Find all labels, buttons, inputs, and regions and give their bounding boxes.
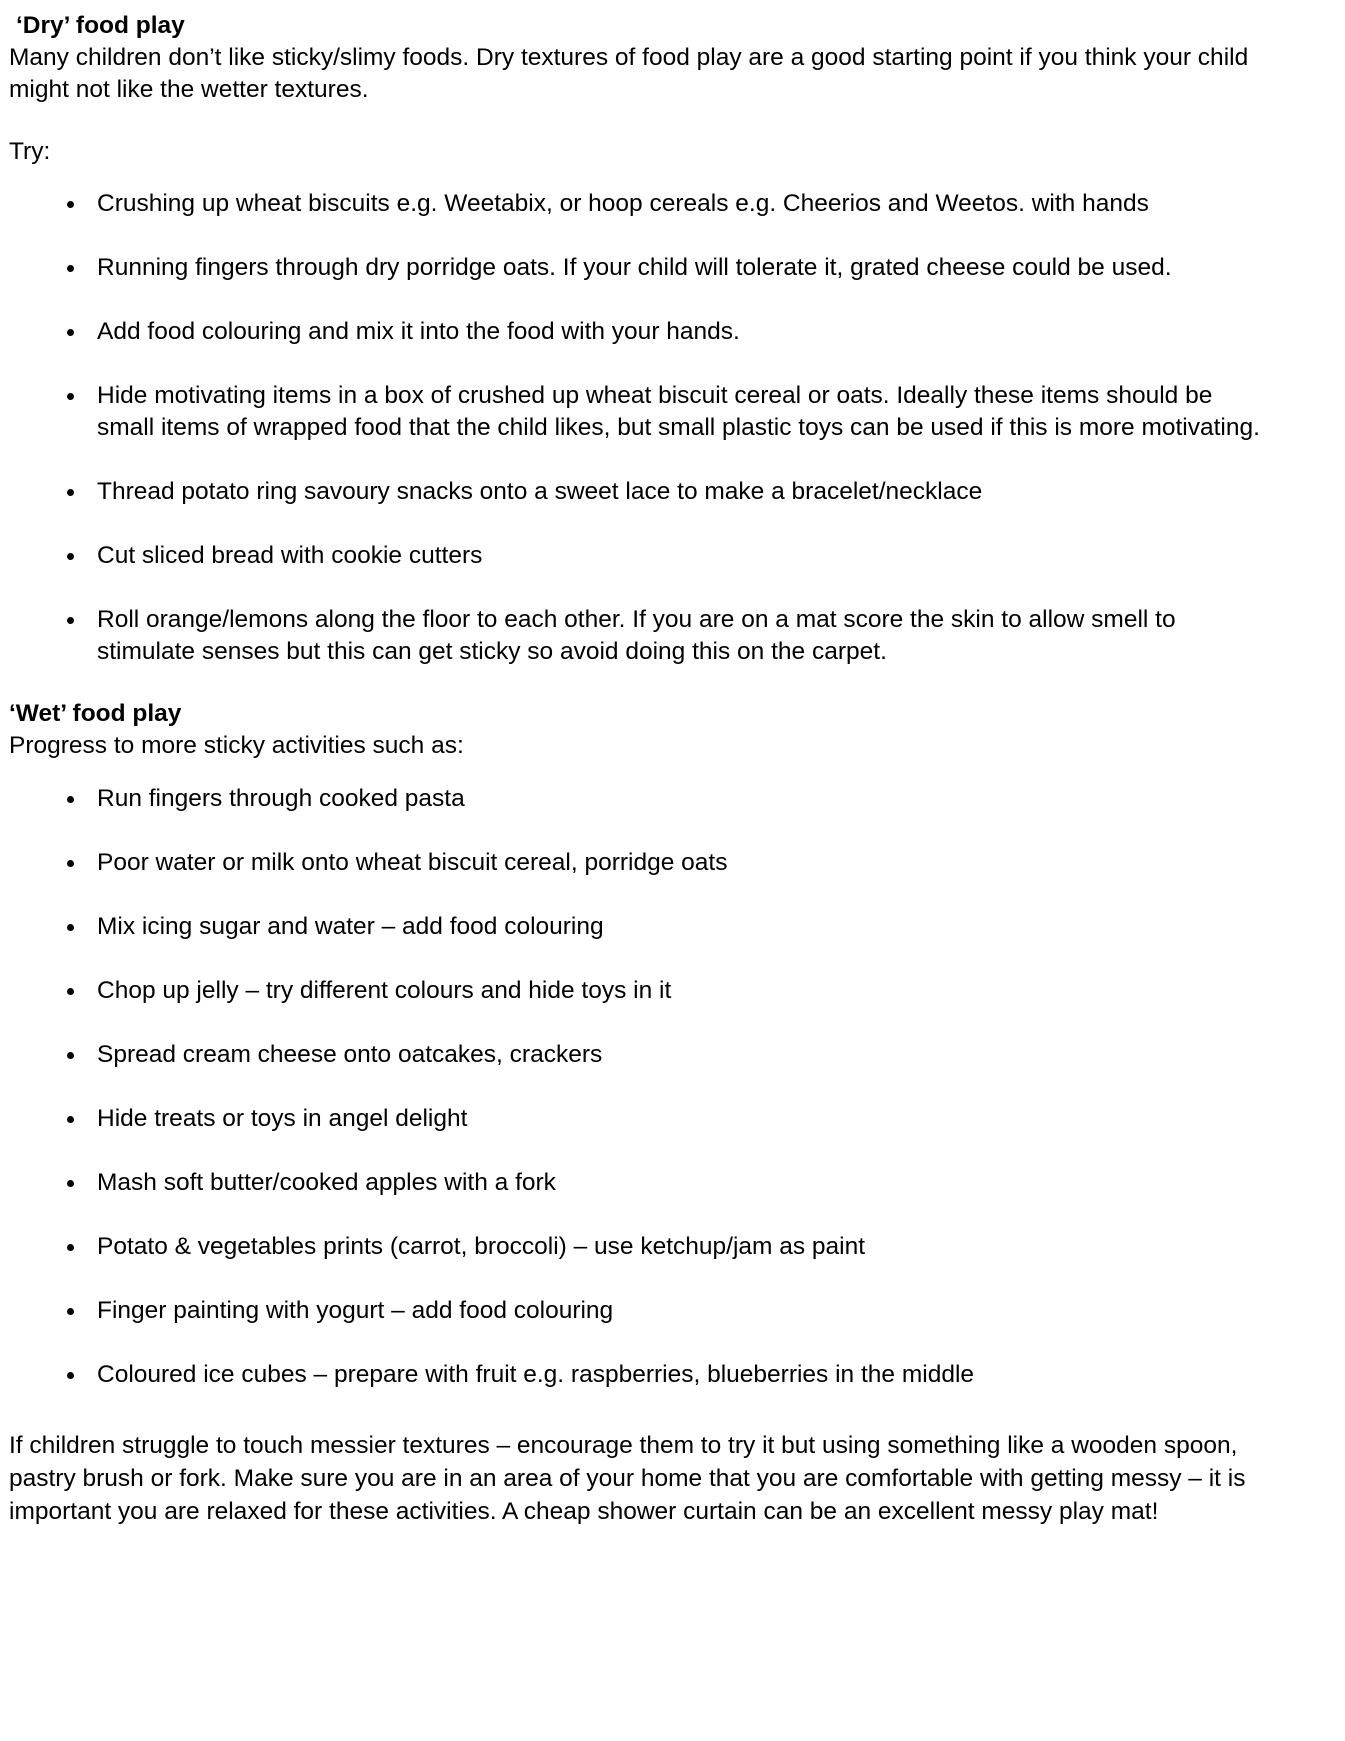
list-item-line: Finger painting with yogurt – add food colouring bbox=[97, 1297, 614, 1324]
list-item-line: Running fingers through dry porridge oats. If your child will tolerate it, grated cheese could be used. bbox=[97, 254, 1172, 281]
list-item bbox=[9, 911, 1339, 943]
list-item-line: Run fingers through cooked pasta bbox=[97, 785, 465, 812]
dry-intro-paragraph bbox=[9, 42, 1339, 106]
bullet-icon bbox=[67, 924, 74, 931]
list-item-line: Coloured ice cubes – prepare with fruit e.g. raspberries, blueberries in the middle bbox=[97, 1361, 975, 1388]
list-item bbox=[9, 252, 1339, 284]
list-item bbox=[9, 847, 1339, 879]
list-item-line: Mash soft butter/cooked apples with a fork bbox=[97, 1169, 556, 1196]
list-item-line: Poor water or milk onto wheat biscuit cereal, porridge oats bbox=[97, 849, 728, 876]
document-page bbox=[9, 10, 1339, 1528]
list-item bbox=[9, 1231, 1339, 1263]
list-item-line: Chop up jelly – try different colours and hide toys in it bbox=[97, 977, 672, 1004]
bullet-icon bbox=[67, 796, 74, 803]
list-item bbox=[9, 1359, 1339, 1391]
list-item-line: Hide motivating items in a box of crushed up wheat biscuit cereal or oats. Ideally these items should be bbox=[97, 382, 1213, 409]
list-item-line: Add food colouring and mix it into the food with your hands. bbox=[97, 318, 740, 345]
bullet-icon bbox=[67, 617, 74, 624]
list-item bbox=[9, 1103, 1339, 1135]
list-item bbox=[9, 540, 1339, 572]
bullet-icon bbox=[67, 1244, 74, 1251]
list-item bbox=[9, 476, 1339, 508]
list-item-line: Potato & vegetables prints (carrot, broccoli) – use ketchup/jam as paint bbox=[97, 1233, 866, 1260]
closing-line: important you are relaxed for these activities. A cheap shower curtain can be an excellent messy play mat! bbox=[9, 1498, 1159, 1525]
list-item-line: small items of wrapped food that the child likes, but small plastic toys can be used if this is more motivating. bbox=[97, 414, 1260, 441]
list-item bbox=[9, 975, 1339, 1007]
bullet-icon bbox=[67, 201, 74, 208]
try-label: Try: bbox=[9, 138, 51, 165]
list-item bbox=[9, 1039, 1339, 1071]
bullet-icon bbox=[67, 393, 74, 400]
wet-food-play-heading: ‘Wet’ food play bbox=[9, 700, 182, 727]
bullet-icon bbox=[67, 553, 74, 560]
bullet-icon bbox=[67, 1372, 74, 1379]
bullet-icon bbox=[67, 329, 74, 336]
list-item bbox=[9, 380, 1339, 444]
wet-intro-text: Progress to more sticky activities such as: bbox=[9, 732, 464, 759]
list-item-line: stimulate senses but this can get sticky so avoid doing this on the carpet. bbox=[97, 638, 887, 665]
list-item bbox=[9, 316, 1339, 348]
bullet-icon bbox=[67, 1052, 74, 1059]
list-item-line: Spread cream cheese onto oatcakes, crackers bbox=[97, 1041, 603, 1068]
bullet-icon bbox=[67, 265, 74, 272]
dry-intro-line: might not like the wetter textures. bbox=[9, 76, 369, 103]
list-item bbox=[9, 1167, 1339, 1199]
list-item-line: Crushing up wheat biscuits e.g. Weetabix, or hoop cereals e.g. Cheerios and Weetos. with hands bbox=[97, 190, 1149, 217]
dry-activities-list bbox=[9, 188, 1339, 668]
bullet-icon bbox=[67, 1116, 74, 1123]
list-item-line: Cut sliced bread with cookie cutters bbox=[97, 542, 483, 569]
bullet-icon bbox=[67, 988, 74, 995]
wet-activities-list bbox=[9, 783, 1339, 1391]
bullet-icon bbox=[67, 1180, 74, 1187]
closing-paragraph bbox=[9, 1429, 1339, 1528]
list-item-line: Roll orange/lemons along the floor to each other. If you are on a mat score the skin to allow smell to bbox=[97, 606, 1176, 633]
list-item-line: Thread potato ring savoury snacks onto a sweet lace to make a bracelet/necklace bbox=[97, 478, 983, 505]
dry-food-play-heading: ‘Dry’ food play bbox=[16, 12, 185, 39]
list-item bbox=[9, 604, 1339, 668]
list-item-line: Mix icing sugar and water – add food colouring bbox=[97, 913, 604, 940]
closing-line: If children struggle to touch messier textures – encourage them to try it but using something like a wooden spoon, bbox=[9, 1432, 1238, 1459]
list-item bbox=[9, 783, 1339, 815]
dry-intro-line: Many children don’t like sticky/slimy foods. Dry textures of food play are a good starting point if you think your child bbox=[9, 44, 1249, 71]
bullet-icon bbox=[67, 489, 74, 496]
bullet-icon bbox=[67, 860, 74, 867]
closing-line: pastry brush or fork. Make sure you are in an area of your home that you are comfortable with getting messy – it is bbox=[9, 1465, 1246, 1492]
bullet-icon bbox=[67, 1308, 74, 1315]
list-item-line: Hide treats or toys in angel delight bbox=[97, 1105, 468, 1132]
list-item bbox=[9, 1295, 1339, 1327]
list-item bbox=[9, 188, 1339, 220]
